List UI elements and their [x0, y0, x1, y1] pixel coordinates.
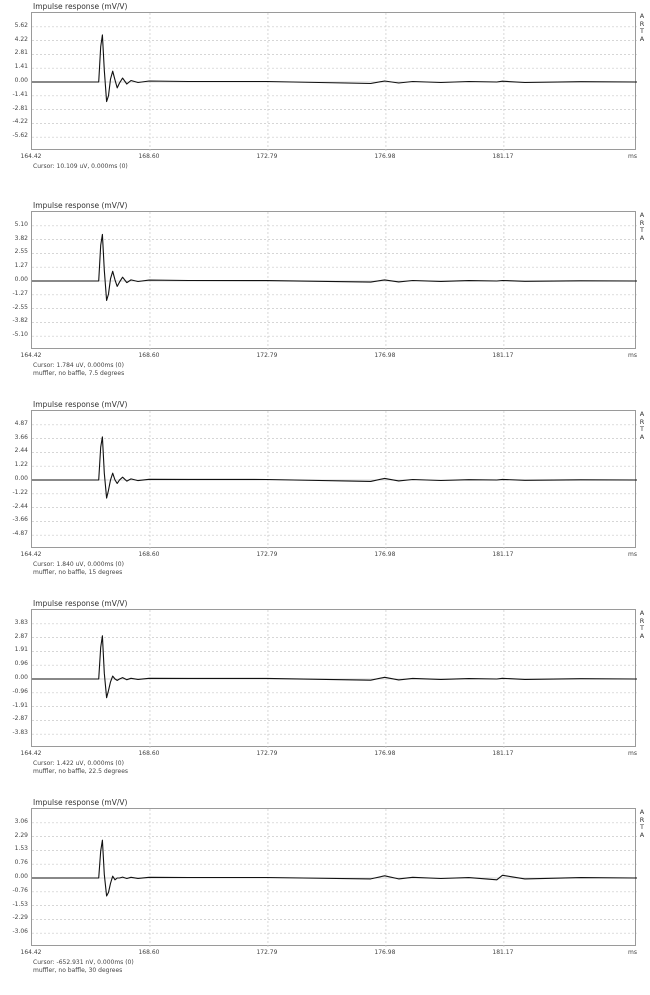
arta-letter: A — [639, 12, 645, 20]
y-tick-label: 1.27 — [14, 262, 28, 270]
chart-panel-2 — [0, 199, 650, 398]
x-tick-label: 176.98 — [374, 750, 396, 757]
arta-letter: R — [639, 815, 645, 824]
impulse-series-line — [32, 840, 637, 896]
impulse-series-line — [32, 437, 637, 498]
arta-letter: A — [639, 808, 645, 816]
y-tick-label: -2.55 — [12, 303, 28, 311]
x-tick-label: 181.17 — [492, 949, 514, 956]
y-tick-label: 4.87 — [14, 419, 28, 427]
arta-letter: R — [639, 19, 645, 28]
y-tick-label: -1.91 — [12, 701, 28, 709]
arta-side-label — [638, 212, 646, 242]
arta-letter: A — [639, 830, 645, 839]
impulse-series-line — [32, 636, 637, 698]
y-tick-label: -1.27 — [12, 289, 28, 297]
y-tick-label: 2.81 — [14, 49, 28, 57]
x-tick-label: 172.79 — [256, 949, 278, 956]
cursor-readout: Cursor: -652.931 nV, 0.000ms (0) — [33, 959, 134, 966]
x-tick-label: 172.79 — [256, 352, 278, 359]
chart-title: Impulse response (mV/V) — [33, 400, 128, 409]
arta-side-label — [638, 13, 646, 43]
x-tick-label: 164.42 — [20, 153, 42, 160]
x-tick-label: 172.79 — [256, 750, 278, 757]
y-tick-label: -5.62 — [12, 132, 28, 140]
y-tick-label: -2.44 — [12, 502, 28, 510]
y-tick-label: -1.22 — [12, 488, 28, 496]
cursor-readout: Cursor: 1.422 uV, 0.000ms (0) — [33, 760, 124, 767]
plot-area[interactable] — [31, 12, 636, 150]
arta-letter: R — [639, 218, 645, 227]
y-tick-label: 0.76 — [14, 859, 28, 867]
chart-caption: muffler, no baffle, 22.5 degrees — [33, 768, 129, 775]
arta-letter: T — [640, 27, 644, 35]
x-tick-label: 168.60 — [138, 352, 160, 359]
arta-letter: T — [640, 823, 644, 831]
arta-letter: A — [639, 631, 645, 640]
y-tick-label: 1.41 — [14, 63, 28, 71]
x-tick-label: 168.60 — [138, 750, 160, 757]
y-tick-label: 3.66 — [14, 433, 28, 441]
arta-letter: A — [639, 609, 645, 617]
y-tick-label: 4.22 — [14, 35, 28, 43]
y-tick-label: 0.00 — [14, 276, 28, 283]
y-tick-label: -3.83 — [12, 729, 28, 737]
y-tick-label: -4.87 — [12, 530, 28, 538]
chart-title: Impulse response (mV/V) — [33, 599, 128, 608]
y-tick-label: -5.10 — [12, 331, 28, 339]
x-tick-label: 176.98 — [374, 551, 396, 558]
chart-title: Impulse response (mV/V) — [33, 798, 128, 807]
y-tick-label: 3.06 — [14, 817, 28, 825]
x-tick-label: 164.42 — [20, 352, 42, 359]
arta-letter: T — [640, 226, 644, 234]
y-tick-label: 0.00 — [14, 674, 28, 681]
y-tick-label: 0.00 — [14, 475, 28, 482]
plot-svg — [32, 610, 637, 748]
y-tick-label: -2.81 — [12, 104, 28, 112]
y-tick-label: 2.29 — [14, 831, 28, 839]
cursor-readout: Cursor: 1.840 uV, 0.000ms (0) — [33, 561, 124, 568]
cursor-readout: Cursor: 1.784 uV, 0.000ms (0) — [33, 362, 124, 369]
x-tick-label: 181.17 — [492, 551, 514, 558]
y-tick-label: -1.41 — [12, 90, 28, 98]
y-tick-label: -0.96 — [12, 687, 28, 695]
x-tick-label: 181.17 — [492, 750, 514, 757]
y-tick-label: -1.53 — [12, 900, 28, 908]
x-tick-label: 181.17 — [492, 352, 514, 359]
cursor-readout: Cursor: 10.109 uV, 0.000ms (0) — [33, 163, 128, 170]
plot-svg — [32, 13, 637, 151]
y-tick-label: 2.87 — [14, 632, 28, 640]
chart-title: Impulse response (mV/V) — [33, 2, 128, 11]
plot-area[interactable] — [31, 211, 636, 349]
x-tick-label: 168.60 — [138, 153, 160, 160]
y-tick-label: -3.66 — [12, 516, 28, 524]
y-tick-label: 3.83 — [14, 618, 28, 626]
y-tick-label: 1.91 — [14, 646, 28, 654]
x-unit-label: ms — [628, 153, 637, 160]
plot-area[interactable] — [31, 808, 636, 946]
x-tick-label: 172.79 — [256, 153, 278, 160]
arta-letter: T — [640, 425, 644, 433]
x-tick-label: 168.60 — [138, 949, 160, 956]
plot-svg — [32, 809, 637, 947]
x-unit-label: ms — [628, 750, 637, 757]
x-unit-label: ms — [628, 949, 637, 956]
chart-panel-5 — [0, 796, 650, 995]
plot-svg — [32, 212, 637, 350]
arta-letter: T — [640, 624, 644, 632]
y-tick-label: 2.55 — [14, 248, 28, 256]
y-tick-label: -2.29 — [12, 914, 28, 922]
x-unit-label: ms — [628, 551, 637, 558]
plot-area[interactable] — [31, 410, 636, 548]
arta-letter: A — [639, 233, 645, 242]
impulse-series-line — [32, 35, 637, 102]
y-tick-label: 0.00 — [14, 873, 28, 880]
x-tick-label: 164.42 — [20, 551, 42, 558]
y-tick-label: 5.62 — [14, 21, 28, 29]
y-tick-label: 5.10 — [14, 220, 28, 228]
y-tick-label: 2.44 — [14, 447, 28, 455]
arta-side-label — [638, 610, 646, 640]
x-tick-label: 176.98 — [374, 949, 396, 956]
y-tick-label: -2.87 — [12, 715, 28, 723]
arta-side-label — [638, 411, 646, 441]
y-tick-label: 0.00 — [14, 77, 28, 84]
y-tick-label: -3.06 — [12, 928, 28, 936]
x-tick-label: 176.98 — [374, 352, 396, 359]
plot-svg — [32, 411, 637, 549]
arta-letter: A — [639, 432, 645, 441]
x-tick-label: 168.60 — [138, 551, 160, 558]
chart-panel-4 — [0, 597, 650, 796]
x-tick-label: 164.42 — [20, 949, 42, 956]
y-tick-label: 1.53 — [14, 845, 28, 853]
x-tick-label: 181.17 — [492, 153, 514, 160]
x-tick-label: 172.79 — [256, 551, 278, 558]
y-tick-label: -3.82 — [12, 317, 28, 325]
plot-area[interactable] — [31, 609, 636, 747]
chart-title: Impulse response (mV/V) — [33, 201, 128, 210]
y-tick-label: 3.82 — [14, 234, 28, 242]
y-tick-label: -0.76 — [12, 886, 28, 894]
chart-panel-3 — [0, 398, 650, 597]
arta-letter: A — [639, 211, 645, 219]
arta-side-label — [638, 809, 646, 839]
arta-letter: R — [639, 616, 645, 625]
chart-caption: muffler, no baffle, 15 degrees — [33, 569, 123, 576]
y-tick-label: 1.22 — [14, 461, 28, 469]
arta-letter: A — [639, 410, 645, 418]
x-tick-label: 176.98 — [374, 153, 396, 160]
arta-letter: A — [639, 34, 645, 43]
chart-panel-1 — [0, 0, 650, 199]
arta-letter: R — [639, 417, 645, 426]
y-tick-label: -4.22 — [12, 118, 28, 126]
chart-caption: muffler, no baffle, 30 degrees — [33, 967, 123, 974]
chart-caption: muffler, no baffle, 7.5 degrees — [33, 370, 125, 377]
x-unit-label: ms — [628, 352, 637, 359]
x-tick-label: 164.42 — [20, 750, 42, 757]
impulse-series-line — [32, 234, 637, 300]
y-tick-label: 0.96 — [14, 660, 28, 668]
